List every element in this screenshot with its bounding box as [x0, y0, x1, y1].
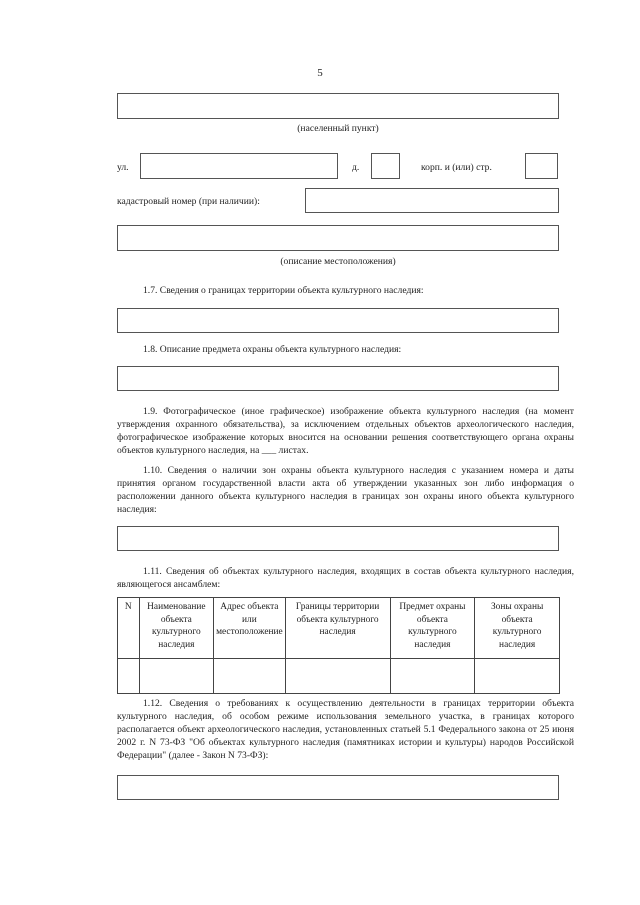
protection-zones-field[interactable]	[117, 526, 559, 551]
house-label: д.	[352, 162, 360, 173]
table-cell[interactable]	[139, 659, 214, 694]
settlement-caption: (населенный пункт)	[297, 123, 379, 134]
cadastral-field[interactable]	[305, 188, 559, 213]
table-header-cell: Адрес объекта или местоположение	[214, 598, 286, 659]
house-field[interactable]	[371, 153, 400, 179]
table-row	[118, 659, 560, 694]
table-cell[interactable]	[118, 659, 140, 694]
street-field[interactable]	[140, 153, 338, 179]
section-1-12-text: 1.12. Сведения о требованиях к осуществлению деятельности в границах территории объекта культурного наследия, об особом режиме использования земельного участка, в границах которого располагается объект археологического наследия, установленных статьей 5.1 Федерального закона от 25 июня 2002 г. N 73-ФЗ "Об объектах культурного наследия (памятниках истории и культуры) народов Российской Федерации" (далее - Закон N 73-ФЗ):	[117, 698, 574, 761]
building-label: корп. и (или) стр.	[421, 162, 492, 173]
section-1-7-heading: 1.7. Сведения о границах территории объекта культурного наследия:	[143, 285, 424, 296]
table-header-cell: Предмет охраны объекта культурного наследия	[390, 598, 475, 659]
protection-subject-field[interactable]	[117, 366, 559, 391]
settlement-field[interactable]	[117, 93, 559, 119]
street-label: ул.	[117, 162, 129, 173]
building-field[interactable]	[525, 153, 558, 179]
territory-boundaries-field[interactable]	[117, 308, 559, 333]
page-number: 5	[317, 67, 323, 79]
table-header-cell: N	[118, 598, 140, 659]
activity-requirements-field[interactable]	[117, 775, 559, 800]
section-1-11-text: 1.11. Сведения об объектах культурного наследия, входящих в состав объекта культурного наследия, являющегося ансамблем:	[117, 566, 574, 590]
table-cell[interactable]	[390, 659, 475, 694]
table-cell[interactable]	[285, 659, 390, 694]
section-1-8-heading: 1.8. Описание предмета охраны объекта культурного наследия:	[143, 344, 402, 355]
table-cell[interactable]	[214, 659, 286, 694]
ensemble-objects-table	[117, 597, 560, 694]
table-header-cell: Наименование объекта культурного наследия	[139, 598, 214, 659]
section-1-9-text: 1.9. Фотографическое (иное графическое) изображение объекта культурного наследия (на момент утверждения охранного обязательства), за исключением отдельных объектов археологического наследия, фотографическое изображение которых вносится на основании решения соответствующего органа охраны объектов культурного наследия, на ___ листах.	[117, 406, 574, 456]
location-field[interactable]	[117, 225, 559, 251]
table-header-cell: Границы территории объекта культурного наследия	[285, 598, 390, 659]
table-header-cell: Зоны охраны объекта культурного наследия	[475, 598, 560, 659]
table-header-row	[118, 598, 560, 659]
cadastral-label: кадастровый номер (при наличии):	[117, 196, 260, 207]
section-1-10-text: 1.10. Сведения о наличии зон охраны объекта культурного наследия с указанием номера и даты принятия органом государственной власти акта об утверждении указанных зон либо информация о расположении данного объекта культурного наследия в границах зон охраны иного объекта культурного наследия:	[117, 465, 574, 515]
location-caption: (описание местоположения)	[280, 256, 396, 267]
table-cell[interactable]	[475, 659, 560, 694]
